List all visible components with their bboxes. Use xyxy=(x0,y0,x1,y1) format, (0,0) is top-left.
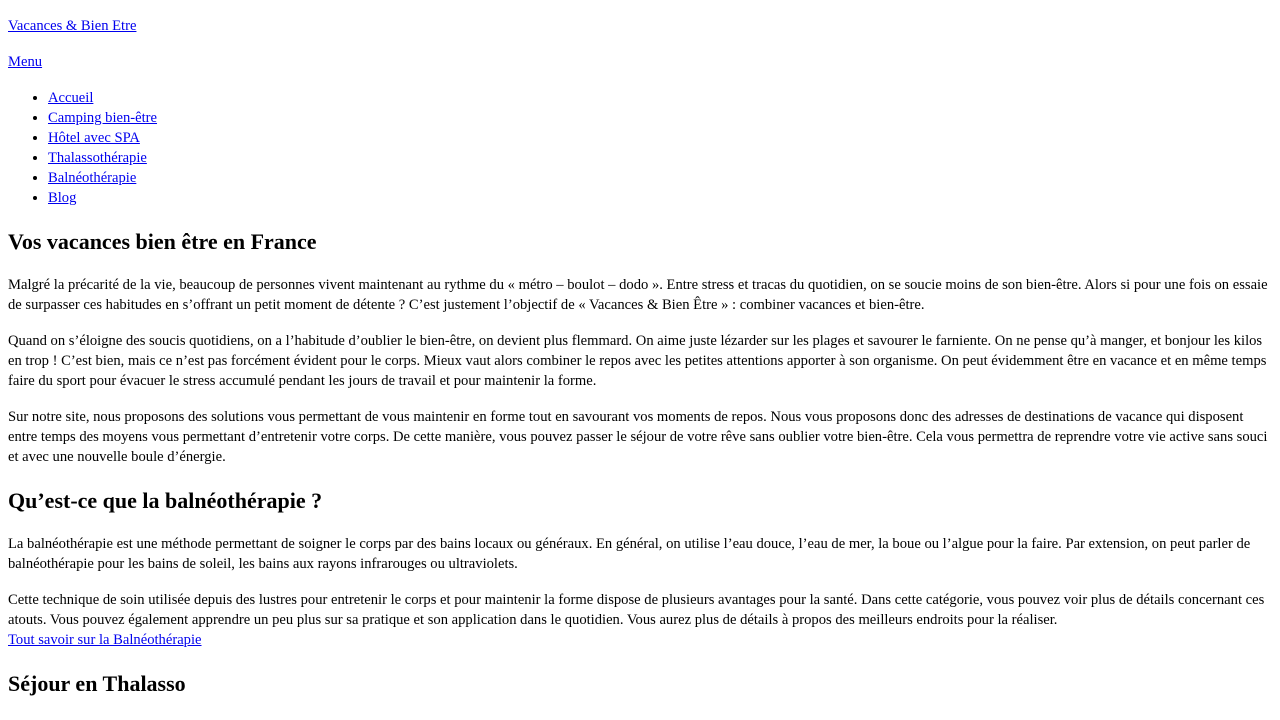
nav-link-thalasso[interactable]: Thalassothérapie xyxy=(48,150,147,166)
nav-link-camping[interactable]: Camping bien-être xyxy=(48,110,158,126)
nav-link-balneo[interactable]: Balnéothérapie xyxy=(48,170,137,186)
balneo-read-more-link[interactable]: Tout savoir sur la Balnéothérapie xyxy=(8,632,202,648)
balneo-paragraph-2: Cette technique de soin utilisée depuis des lustres pour entretenir le corps et pour maintenir la forme dispose de plusieurs avantages pour la santé. Dans cette catégorie, vous pouvez voir plus de détails concernant ces atouts. Vous pouvez également apprendre un peu plus sur sa pratique et son application dans le quotidien. Vous aurez plus de détails à propos des meilleurs endroits pour la réaliser. xyxy=(8,592,1265,628)
section-heading-vacances: Vos vacances bien être en France xyxy=(8,229,317,254)
nav-item-balneo xyxy=(48,168,157,188)
site-title-link[interactable]: Vacances & Bien Etre xyxy=(8,18,137,34)
nav-item-accueil xyxy=(48,88,157,108)
balneo-paragraph-1: La balnéothérapie est une méthode permettant de soigner le corps par des bains locaux ou généraux. En général, on utilise l’eau douce, l’eau de mer, la boue ou l’algue pour la faire. Par extension, on peut parler de balnéothérapie pour les bains de soleil, les bains aux rayons infrarouges ou ultraviolets. xyxy=(8,536,1251,572)
intro-paragraph-3: Sur notre site, nous proposons des solutions vous permettant de vous maintenir en forme tout en savourant vos moments de repos. Nous vous proposons donc des adresses de destinations de vacance qui disposent entre temps des moyens vous permettant d’entretenir votre corps. De cette manière, vous pouvez passer le séjour de votre rêve sans oublier votre bien-être. Cela vous permettra de reprendre votre vie active sans souci et avec une nouvelle boule d’énergie. xyxy=(8,409,1268,465)
nav-link-blog[interactable]: Blog xyxy=(48,190,77,206)
main-navigation xyxy=(8,88,157,208)
section-heading-balneotherapie: Qu’est-ce que la balnéothérapie ? xyxy=(8,488,323,513)
intro-paragraph-1: Malgré la précarité de la vie, beaucoup de personnes vivent maintenant au rythme du « métro – boulot – dodo ». Entre stress et tracas du quotidien, on se soucie moins de son bien-être. Alors si pour une fois on essaie de surpasser ces habitudes en s’offrant un petit moment de détente ? C’est justement l’objectif de « Vacances & Bien Être » : combiner vacances et bien-être. xyxy=(8,277,1268,313)
nav-link-hotel-spa[interactable]: Hôtel avec SPA xyxy=(48,130,140,146)
menu-toggle-link[interactable]: Menu xyxy=(8,54,43,70)
nav-item-blog xyxy=(48,188,157,208)
nav-link-accueil[interactable]: Accueil xyxy=(48,90,94,106)
nav-item-camping xyxy=(48,108,157,128)
balneo-paragraph-2-block xyxy=(8,590,1272,650)
section-heading-thalasso: Séjour en Thalasso xyxy=(8,671,186,696)
nav-item-hotel-spa xyxy=(48,128,157,148)
nav-item-thalasso xyxy=(48,148,157,168)
intro-paragraph-2: Quand on s’éloigne des soucis quotidiens, on a l’habitude d’oublier le bien-être, on devient plus flemmard. On aime juste lézarder sur les plages et savourer le farniente. On ne pense qu’à manger, et bonjour les kilos en trop ! C’est bien, mais ce n’est pas forcément évident pour le corps. Mieux vaut alors combiner le repos avec les petites attentions apporter à son organisme. On peut évidemment être en vacance et en même temps faire du sport pour évacuer le stress accumulé pendant les jours de travail et pour maintenir la forme. xyxy=(8,333,1267,389)
